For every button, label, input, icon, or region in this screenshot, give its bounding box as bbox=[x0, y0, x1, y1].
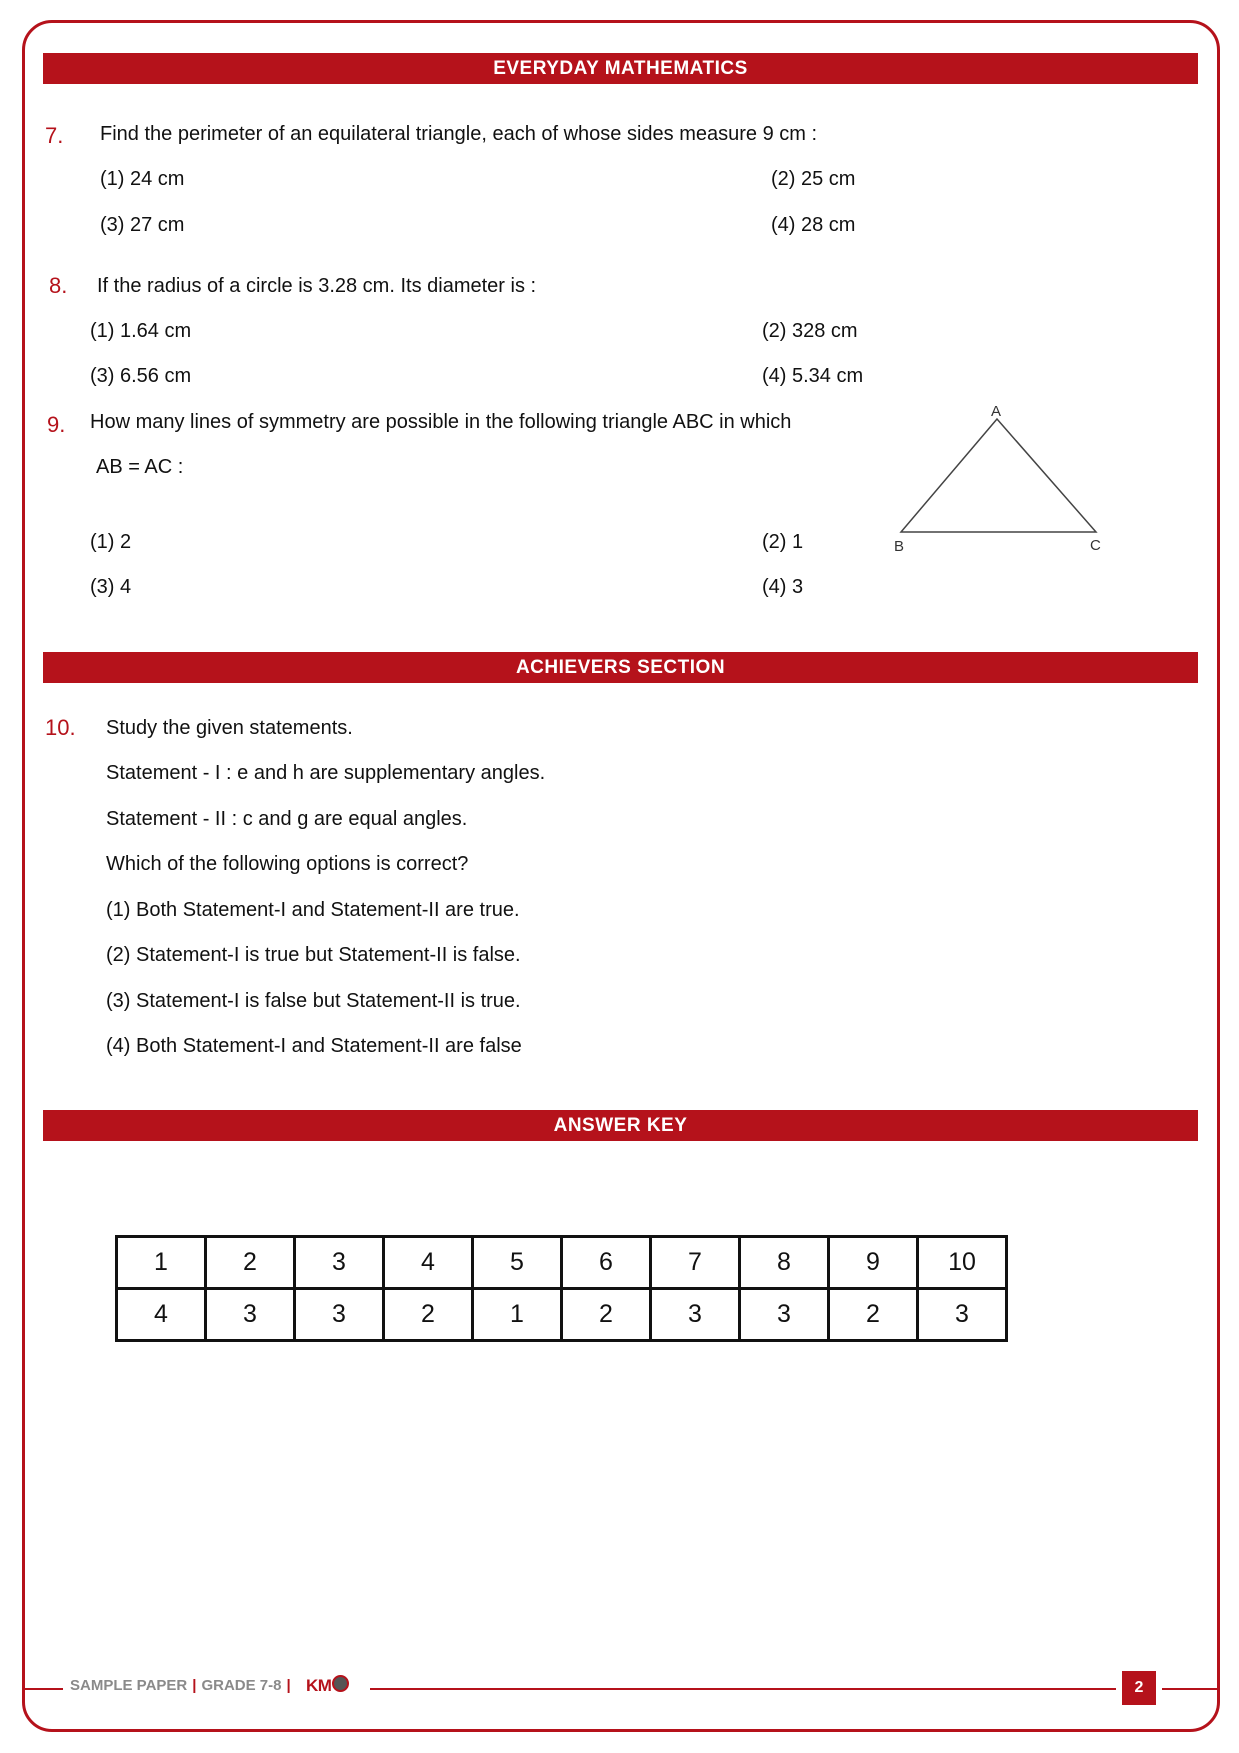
answer-key-question-row bbox=[117, 1237, 1007, 1289]
q10-option-1[interactable]: (1) Both Statement-I and Statement-II are true. bbox=[106, 899, 520, 921]
answer-key-question-cell: 1 bbox=[117, 1237, 206, 1289]
q9-option-1[interactable]: (1) 2 bbox=[90, 531, 132, 553]
q9-option-3[interactable]: (3) 4 bbox=[90, 576, 132, 598]
question-10-line-3: Statement - II : c and g are equal angles. bbox=[106, 808, 468, 830]
answer-key-question-cell: 6 bbox=[562, 1237, 651, 1289]
question-7-text: Find the perimeter of an equilateral triangle, each of whose sides measure 9 cm : bbox=[100, 123, 818, 145]
answer-key-question-cell: 3 bbox=[295, 1237, 384, 1289]
q8-option-1[interactable]: (1) 1.64 cm bbox=[90, 320, 192, 342]
q7-option-3[interactable]: (3) 27 cm bbox=[100, 214, 185, 236]
footer-separator: | bbox=[286, 1677, 291, 1694]
answer-key-answer-cell: 3 bbox=[918, 1289, 1007, 1341]
question-10-line-4: Which of the following options is correct? bbox=[106, 853, 469, 875]
footer-sample-paper: SAMPLE PAPER bbox=[70, 1677, 188, 1694]
q9-option-2[interactable]: (2) 1 bbox=[762, 531, 804, 553]
question-9-text-line1: How many lines of symmetry are possible in the following triangle ABC in which bbox=[90, 411, 792, 433]
question-number-8: 8. bbox=[49, 273, 68, 298]
answer-key-answer-cell: 3 bbox=[740, 1289, 829, 1341]
answer-key-answer-cell: 2 bbox=[384, 1289, 473, 1341]
answer-key-question-cell: 7 bbox=[651, 1237, 740, 1289]
answer-key-question-cell: 9 bbox=[829, 1237, 918, 1289]
q7-option-4[interactable]: (4) 28 cm bbox=[771, 214, 856, 236]
vertex-label-b: B bbox=[894, 538, 905, 555]
question-9-text-line2: AB = AC : bbox=[96, 456, 184, 478]
page-number: 2 bbox=[1122, 1671, 1156, 1705]
answer-key-answer-cell: 1 bbox=[473, 1289, 562, 1341]
vertex-label-a: A bbox=[991, 403, 1002, 420]
question-8-text: If the radius of a circle is 3.28 cm. Its diameter is : bbox=[97, 275, 537, 297]
answer-key-answer-cell: 3 bbox=[295, 1289, 384, 1341]
question-number-10: 10. bbox=[45, 715, 76, 740]
answer-key-question-cell: 2 bbox=[206, 1237, 295, 1289]
q9-option-4[interactable]: (4) 3 bbox=[762, 576, 804, 598]
footer-rule-right bbox=[1162, 1688, 1217, 1690]
footer-rule-middle bbox=[370, 1688, 1116, 1690]
q8-option-2[interactable]: (2) 328 cm bbox=[762, 320, 858, 342]
question-number-7: 7. bbox=[45, 123, 64, 148]
q7-option-2[interactable]: (2) 25 cm bbox=[771, 168, 856, 190]
triangle-shape bbox=[901, 419, 1096, 532]
section-header-achievers: ACHIEVERS SECTION bbox=[43, 652, 1198, 683]
kmo-logo bbox=[306, 1675, 349, 1696]
answer-key-question-cell: 10 bbox=[918, 1237, 1007, 1289]
answer-key-question-cell: 8 bbox=[740, 1237, 829, 1289]
kmo-logo-globe-icon bbox=[332, 1675, 349, 1692]
answer-key-answer-cell: 4 bbox=[117, 1289, 206, 1341]
answer-key-question-cell: 4 bbox=[384, 1237, 473, 1289]
kmo-logo-text: KM bbox=[306, 1676, 332, 1695]
answer-key-answer-cell: 2 bbox=[829, 1289, 918, 1341]
answer-key-answer-cell: 3 bbox=[206, 1289, 295, 1341]
q7-option-1[interactable]: (1) 24 cm bbox=[100, 168, 185, 190]
section-header-answer-key: ANSWER KEY bbox=[43, 1110, 1198, 1141]
footer-rule-left bbox=[25, 1688, 63, 1690]
footer-grade: GRADE 7-8 bbox=[201, 1677, 282, 1694]
answer-key-answer-row bbox=[117, 1289, 1007, 1341]
vertex-label-c: C bbox=[1090, 537, 1101, 554]
q10-option-2[interactable]: (2) Statement-I is true but Statement-II is false. bbox=[106, 944, 521, 966]
q10-option-3[interactable]: (3) Statement-I is false but Statement-II is true. bbox=[106, 990, 521, 1012]
section-header-everyday: EVERYDAY MATHEMATICS bbox=[43, 53, 1198, 84]
triangle-abc-figure bbox=[890, 402, 1120, 562]
q8-option-4[interactable]: (4) 5.34 cm bbox=[762, 365, 864, 387]
q10-option-4[interactable]: (4) Both Statement-I and Statement-II are false bbox=[106, 1035, 522, 1057]
footer-label bbox=[70, 1677, 296, 1694]
q8-option-3[interactable]: (3) 6.56 cm bbox=[90, 365, 192, 387]
answer-key-question-cell: 5 bbox=[473, 1237, 562, 1289]
question-number-9: 9. bbox=[47, 412, 66, 437]
question-10-line-2: Statement - I : e and h are supplementary angles. bbox=[106, 762, 546, 784]
answer-key-answer-cell: 2 bbox=[562, 1289, 651, 1341]
answer-key-table bbox=[115, 1235, 1008, 1342]
question-10-line-1: Study the given statements. bbox=[106, 717, 353, 739]
answer-key-answer-cell: 3 bbox=[651, 1289, 740, 1341]
footer-separator: | bbox=[192, 1677, 197, 1694]
